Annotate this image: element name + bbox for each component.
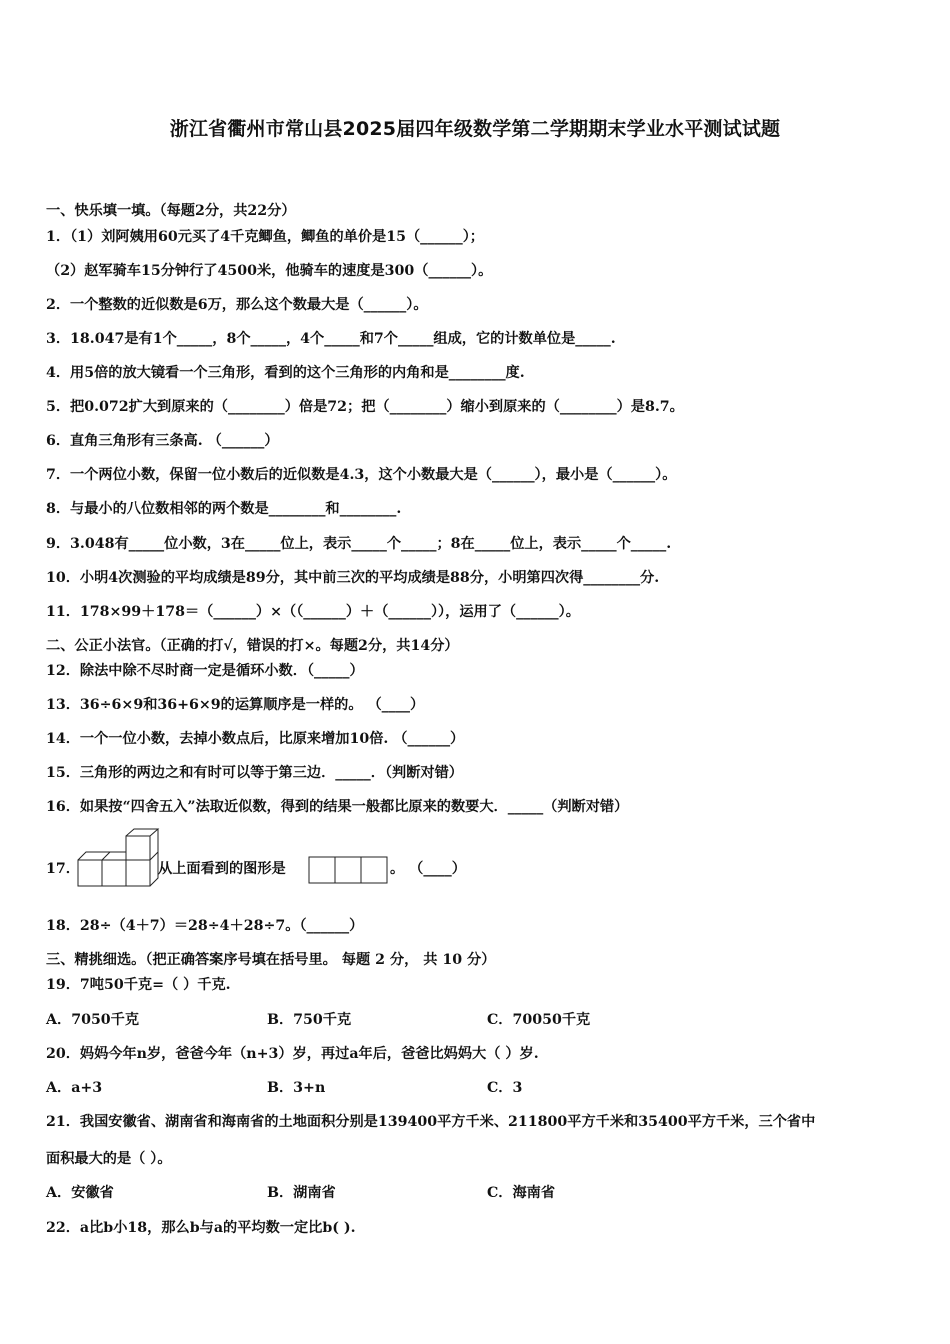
question-21-line-2: 面积最大的是（ ）。 [46,1151,172,1167]
question-18: 18．28÷（4＋7）＝28÷4＋28÷7。（______） [46,918,364,934]
question-7: 7．一个两位小数，保留一位小数后的近似数是4.3，这个小数最大是（______），最小是（______）。 [46,467,677,483]
question-1-part-2: （2）赵军骑车15分钟行了4500米，他骑车的速度是300（______）。 [46,263,493,279]
section-2-header: 二、公正小法官。（正确的打√，错误的打×。每题2分，共14分） [46,638,459,654]
q19-option-c: C．70050千克 [487,1012,591,1028]
question-13: 13．36÷6×9和36+6×9的运算顺序是一样的。 （____） [46,697,425,713]
q20-option-c: C．3 [487,1080,523,1096]
q20-option-a: A．a+3 [46,1080,103,1096]
q21-option-a: A．安徽省 [46,1185,114,1201]
q19-option-a: A．7050千克 [46,1012,140,1028]
cube-stack-figure [76,828,158,888]
question-3: 3．18.047是有1个_____，8个_____，4个_____和7个_____组成，它的计数单位是_____. [46,331,616,347]
question-19: 19．7吨50千克=（ ）千克. [46,977,231,993]
q20-option-b: B．3+n [267,1080,326,1096]
question-4: 4．用5倍的放大镜看一个三角形，看到的这个三角形的内角和是________度. [46,365,525,381]
question-14: 14．一个一位小数，去掉小数点后，比原来增加10倍. （______） [46,731,465,747]
question-15: 15．三角形的两边之和有时可以等于第三边．_____．（判断对错） [46,765,463,781]
q19-option-b: B．750千克 [267,1012,352,1028]
question-17-answer: 。 （____） [390,861,466,877]
question-20: 20．妈妈今年n岁，爸爸今年（n+3）岁，再过a年后，爸爸比妈妈大（ ）岁. [46,1046,539,1062]
question-21-line-1: 21．我国安徽省、湖南省和海南省的土地面积分别是139400平方千米、211800平方千米和35400平方千米，三个省中 [46,1114,816,1130]
question-5: 5．把0.072扩大到原来的（________）倍是72；把（________）缩小到原来的（________）是8.7。 [46,399,684,415]
question-1-part-1: 1．（1）刘阿姨用60元买了4千克鲫鱼，鲫鱼的单价是15（______）； [46,229,484,245]
question-16: 16．如果按“四舍五入”法取近似数，得到的结果一般都比原来的数要大．_____（判断对错） [46,799,629,815]
page-title: 浙江省衢州市常山县2025届四年级数学第二学期期末学业水平测试试题 [169,118,781,140]
q21-option-c: C．海南省 [487,1185,556,1201]
question-6: 6．直角三角形有三条高. （______） [46,433,279,449]
question-22: 22．a比b小18，那么b与a的平均数一定比b( ). [46,1220,356,1236]
section-3-header: 三、精挑细选。（把正确答案序号填在括号里。 每题 2 分， 共 10 分） [46,952,496,968]
question-17-text: 从上面看到的图形是 [158,861,286,877]
question-12: 12．除法中除不尽时商一定是循环小数．（_____） [46,663,364,679]
section-1-header: 一、快乐填一填。（每题2分，共22分） [46,203,296,219]
top-view-figure [308,856,388,884]
question-8: 8．与最小的八位数相邻的两个数是________和________. [46,501,402,517]
question-2: 2．一个整数的近似数是6万，那么这个数最大是（______）。 [46,297,428,313]
question-10: 10．小明4次测验的平均成绩是89分，其中前三次的平均成绩是88分，小明第四次得________分. [46,570,660,586]
question-17 [46,828,566,888]
question-11: 11．178×99＋178＝（______）×（（______）＋（______）），运用了（______）。 [46,604,580,620]
q21-option-b: B．湖南省 [267,1185,336,1201]
question-17-number: 17． [46,861,80,877]
question-9: 9．3.048有_____位小数，3在_____位上，表示_____个_____；8在_____位上，表示_____个_____. [46,536,672,552]
